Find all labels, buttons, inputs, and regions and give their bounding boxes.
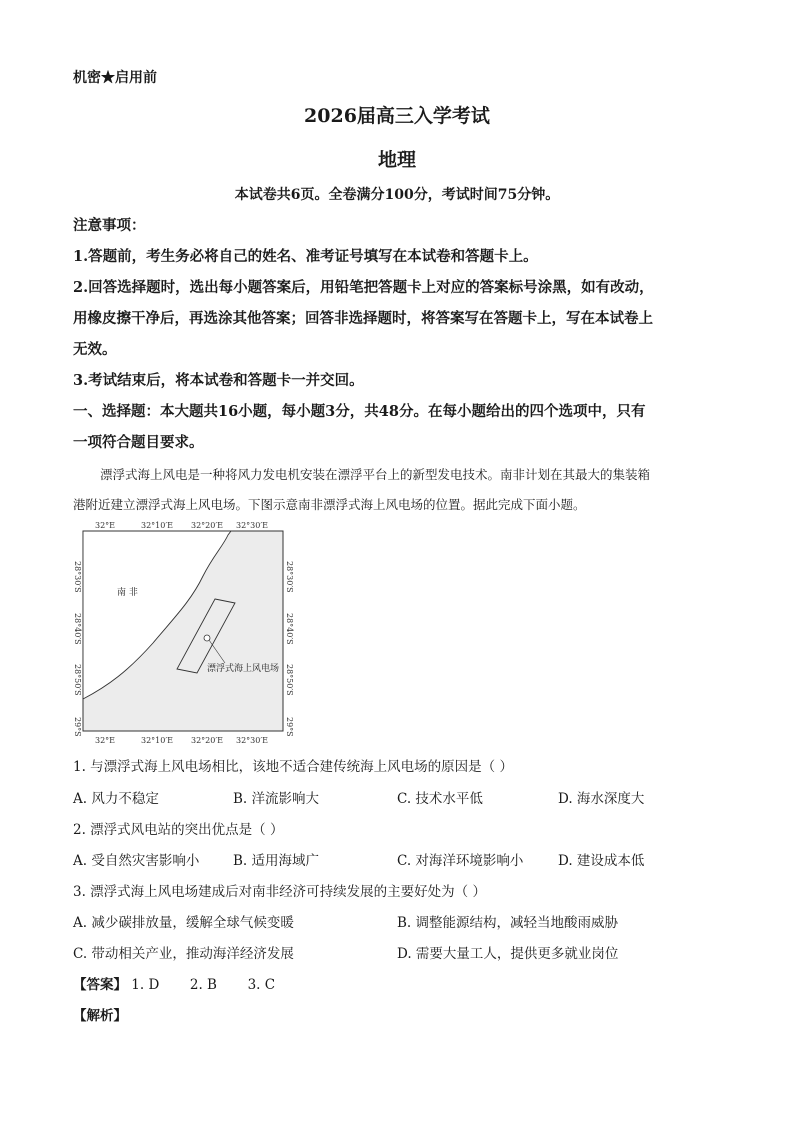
question-3-option-b: B. 调整能源结构，减轻当地酸雨威胁 bbox=[397, 915, 619, 931]
note-3: 3.考试结束后，将本试卷和答题卡一并交回。 bbox=[73, 372, 364, 389]
note-1: 1.答题前，考生务必将自己的姓名、准考证号填写在本试卷和答题卡上。 bbox=[73, 248, 538, 265]
question-3-option-d: D. 需要大量工人，提供更多就业岗位 bbox=[397, 946, 619, 962]
confidential-label: 机密★启用前 bbox=[73, 70, 157, 86]
left-tick: 29°S bbox=[73, 717, 82, 737]
question-1-stem: 1. 与漂浮式海上风电场相比，该地不适合建传统海上风电场的原因是（ ） bbox=[73, 759, 513, 775]
top-tick: 32°10′E bbox=[141, 521, 174, 530]
right-tick: 28°40′S bbox=[285, 613, 294, 645]
answer-label: 【答案】 bbox=[73, 977, 127, 993]
location-map bbox=[73, 521, 303, 746]
question-1-option-d: D. 海水深度大 bbox=[558, 791, 645, 807]
answer-3: 3. C bbox=[247, 977, 276, 993]
question-2-stem: 2. 漂浮式风电站的突出优点是（ ） bbox=[73, 822, 284, 838]
top-tick: 32°E bbox=[95, 521, 116, 530]
question-3-option-c: C. 带动相关产业，推动海洋经济发展 bbox=[73, 946, 294, 962]
wind-farm-label: 漂浮式海上风电场 bbox=[207, 664, 280, 674]
note-2-line-3: 无效。 bbox=[73, 341, 117, 358]
answer-row bbox=[73, 973, 275, 993]
passage-line-2: 港附近建立漂浮式海上风电场。下图示意南非漂浮式海上风电场的位置。据此完成下面小题。 bbox=[73, 497, 586, 512]
analysis-label: 【解析】 bbox=[73, 1008, 127, 1024]
subject-title: 地理 bbox=[377, 149, 416, 171]
left-tick: 28°30′S bbox=[73, 561, 82, 593]
section-heading-line-1: 一、选择题：本大题共16小题，每小题3分，共48分。在每小题给出的四个选项中，只有 bbox=[73, 403, 646, 420]
left-tick: 28°50′S bbox=[73, 664, 82, 696]
top-tick: 32°30′E bbox=[236, 521, 269, 530]
passage-line-1: 漂浮式海上风电是一种将风力发电机安装在漂浮平台上的新型发电技术。南非计划在其最大的集装箱 bbox=[100, 467, 651, 482]
left-tick: 28°40′S bbox=[73, 613, 82, 645]
bottom-tick: 32°30′E bbox=[236, 736, 269, 745]
question-1-option-a: A. 风力不稳定 bbox=[73, 791, 159, 807]
question-2-option-d: D. 建设成本低 bbox=[558, 853, 645, 869]
note-2-line-2: 用橡皮擦干净后，再选涂其他答案；回答非选择题时，将答案写在答题卡上，写在本试卷上 bbox=[73, 310, 653, 327]
bottom-tick: 32°E bbox=[95, 736, 116, 745]
question-3-stem: 3. 漂浮式海上风电场建成后对南非经济可持续发展的主要好处为（ ） bbox=[73, 884, 486, 900]
exam-info: 本试卷共6页。全卷满分100分，考试时间75分钟。 bbox=[234, 187, 560, 203]
question-2-option-a: A. 受自然灾害影响小 bbox=[73, 853, 200, 869]
note-2-line-1: 2.回答选择题时，选出每小题答案后，用铅笔把答题卡上对应的答案标号涂黑，如有改动， bbox=[73, 279, 654, 296]
right-tick: 29°S bbox=[285, 717, 294, 737]
question-2-option-c: C. 对海洋环境影响小 bbox=[397, 853, 524, 869]
right-tick: 28°30′S bbox=[285, 561, 294, 593]
exam-title: 2026届高三入学考试 bbox=[304, 105, 490, 127]
question-3-option-a: A. 减少碳排放量，缓解全球气候变暖 bbox=[73, 915, 294, 931]
bottom-tick: 32°20′E bbox=[191, 736, 224, 745]
question-1-option-c: C. 技术水平低 bbox=[397, 791, 483, 807]
notes-heading: 注意事项： bbox=[73, 217, 146, 234]
right-tick: 28°50′S bbox=[285, 664, 294, 696]
top-tick: 32°20′E bbox=[191, 521, 224, 530]
question-2-option-b: B. 适用海域广 bbox=[233, 853, 320, 869]
answer-1: 1. D bbox=[131, 977, 160, 993]
question-1-option-b: B. 洋流影响大 bbox=[233, 791, 320, 807]
country-label: 南 非 bbox=[117, 588, 138, 598]
section-heading-line-2: 一项符合题目要求。 bbox=[73, 434, 204, 451]
answer-2: 2. B bbox=[189, 977, 217, 993]
bottom-tick: 32°10′E bbox=[141, 736, 174, 745]
